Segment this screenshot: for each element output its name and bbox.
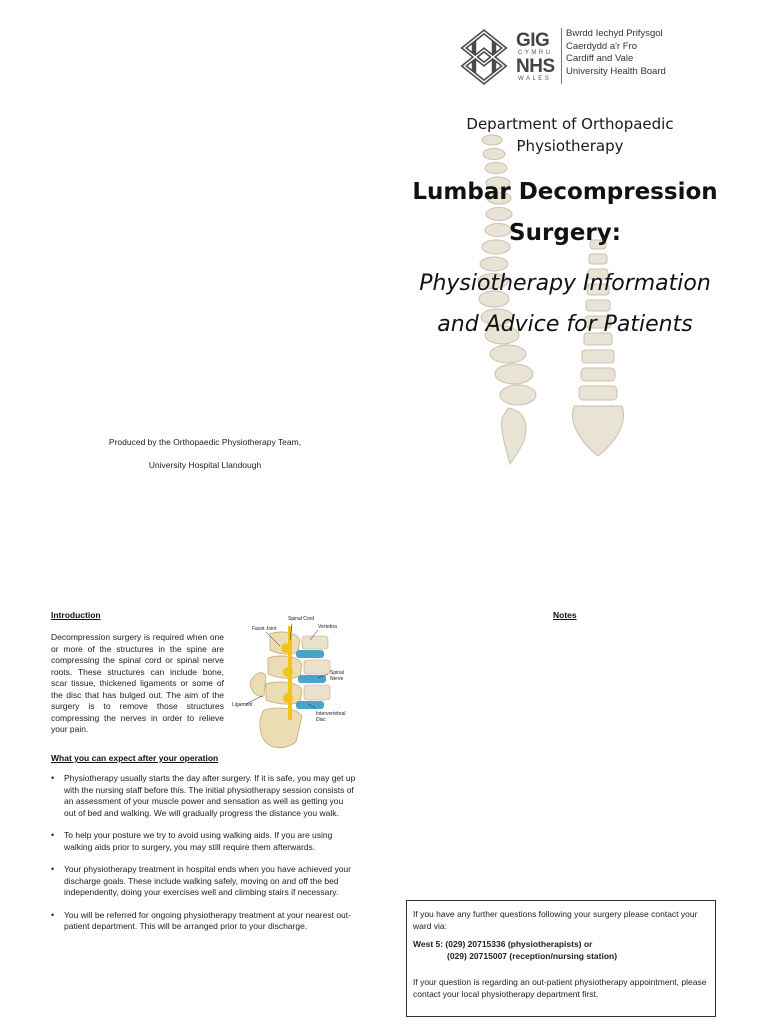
hospital-name: University Hospital Llandough: [148, 460, 262, 470]
ward-phone-physio: West 5: (029) 20715336 (physiotherapists) or: [413, 939, 593, 949]
lumbar-spine-drawing: [230, 612, 355, 754]
document-subtitle: Physiotherapy Information and Advice for Patients: [419, 271, 711, 337]
introduction-heading: Introduction: [51, 610, 101, 620]
notes-heading: Notes: [553, 610, 577, 620]
produced-by: Produced by the Orthopaedic Physiotherapy Team,: [108, 437, 302, 447]
logo-nhs: NHS: [516, 56, 555, 77]
ward-phone-reception: (029) 20715007 (reception/nursing station): [447, 950, 618, 961]
outpatient-advice: If your question is regarding an out-patient physiotherapy appointment, please contact your local physiotherapy department first.: [413, 977, 707, 999]
logo-cymru: CYMRU: [518, 50, 553, 56]
introduction-text: Decompression surgery is required when one or more of the structures in the spine are compressing the spinal cord or spinal nerve roots. These structures can include bone, scar tissue, thickened ligaments or some of the disc that has bulged out. The aim of the surgery is to remove those structures compressing the nerves in order to relieve your pain.: [51, 632, 224, 734]
board-line: University Health Board: [566, 65, 666, 77]
label-intervertebral-disc: Intervertebral Disc: [316, 711, 346, 723]
list-item: • To help your posture we try to avoid using walking aids. If you are using walking aids prior to surgery, you may still require them afterwards.: [51, 830, 356, 853]
board-line: Caerdydd a'r Fro: [566, 40, 637, 52]
contact-intro: If you have any further questions following your surgery please contact your ward via:: [413, 909, 698, 931]
list-item: • You will be referred for ongoing physiotherapy treatment at your nearest out-patient department. This will be arranged prior to your discharge.: [51, 910, 356, 933]
label-facet-joint: Facet Joint: [252, 626, 277, 632]
lumbar-spine-diagram: [230, 612, 355, 754]
logo-wales: WALES: [518, 76, 552, 82]
list-item: • Your physiotherapy treatment in hospital ends when you have achieved your discharge goals. These include walking safely, moving on and off the bed independently, doing your exercises well and climbing stairs if necessary.: [51, 864, 356, 899]
contact-box: [406, 900, 716, 1017]
celtic-knot-icon: [458, 28, 510, 86]
board-line: Bwrdd Iechyd Prifysgol: [566, 28, 663, 39]
department-name: Department of Orthopaedic Physiotherapy: [466, 115, 674, 155]
logo-divider: [561, 28, 562, 84]
document-title: Lumbar Decompression Surgery:: [412, 179, 718, 246]
health-board-name: [566, 28, 666, 78]
list-item: • Physiotherapy usually starts the day after surgery. If it is safe, you may get up with the nursing staff before this. The initial physiotherapy session consists of an assessment of your muscle power and sensation as well as getting you out of bed and walking. We will gradually progress the distance you walk.: [51, 773, 356, 819]
expect-list: [51, 773, 356, 944]
label-ligament: Ligament: [232, 702, 253, 708]
label-vertebra: Vertebra: [318, 624, 337, 630]
label-spinal-cord: Spinal Cord: [288, 616, 315, 622]
produced-by-block: [60, 437, 350, 483]
expect-heading: What you can expect after your operation: [51, 753, 219, 763]
nhs-logo: [458, 28, 664, 86]
label-spinal-nerve: Spinal Nerve: [330, 670, 344, 682]
logo-gig: GIG: [516, 30, 550, 51]
board-line: Cardiff and Vale: [566, 53, 634, 64]
